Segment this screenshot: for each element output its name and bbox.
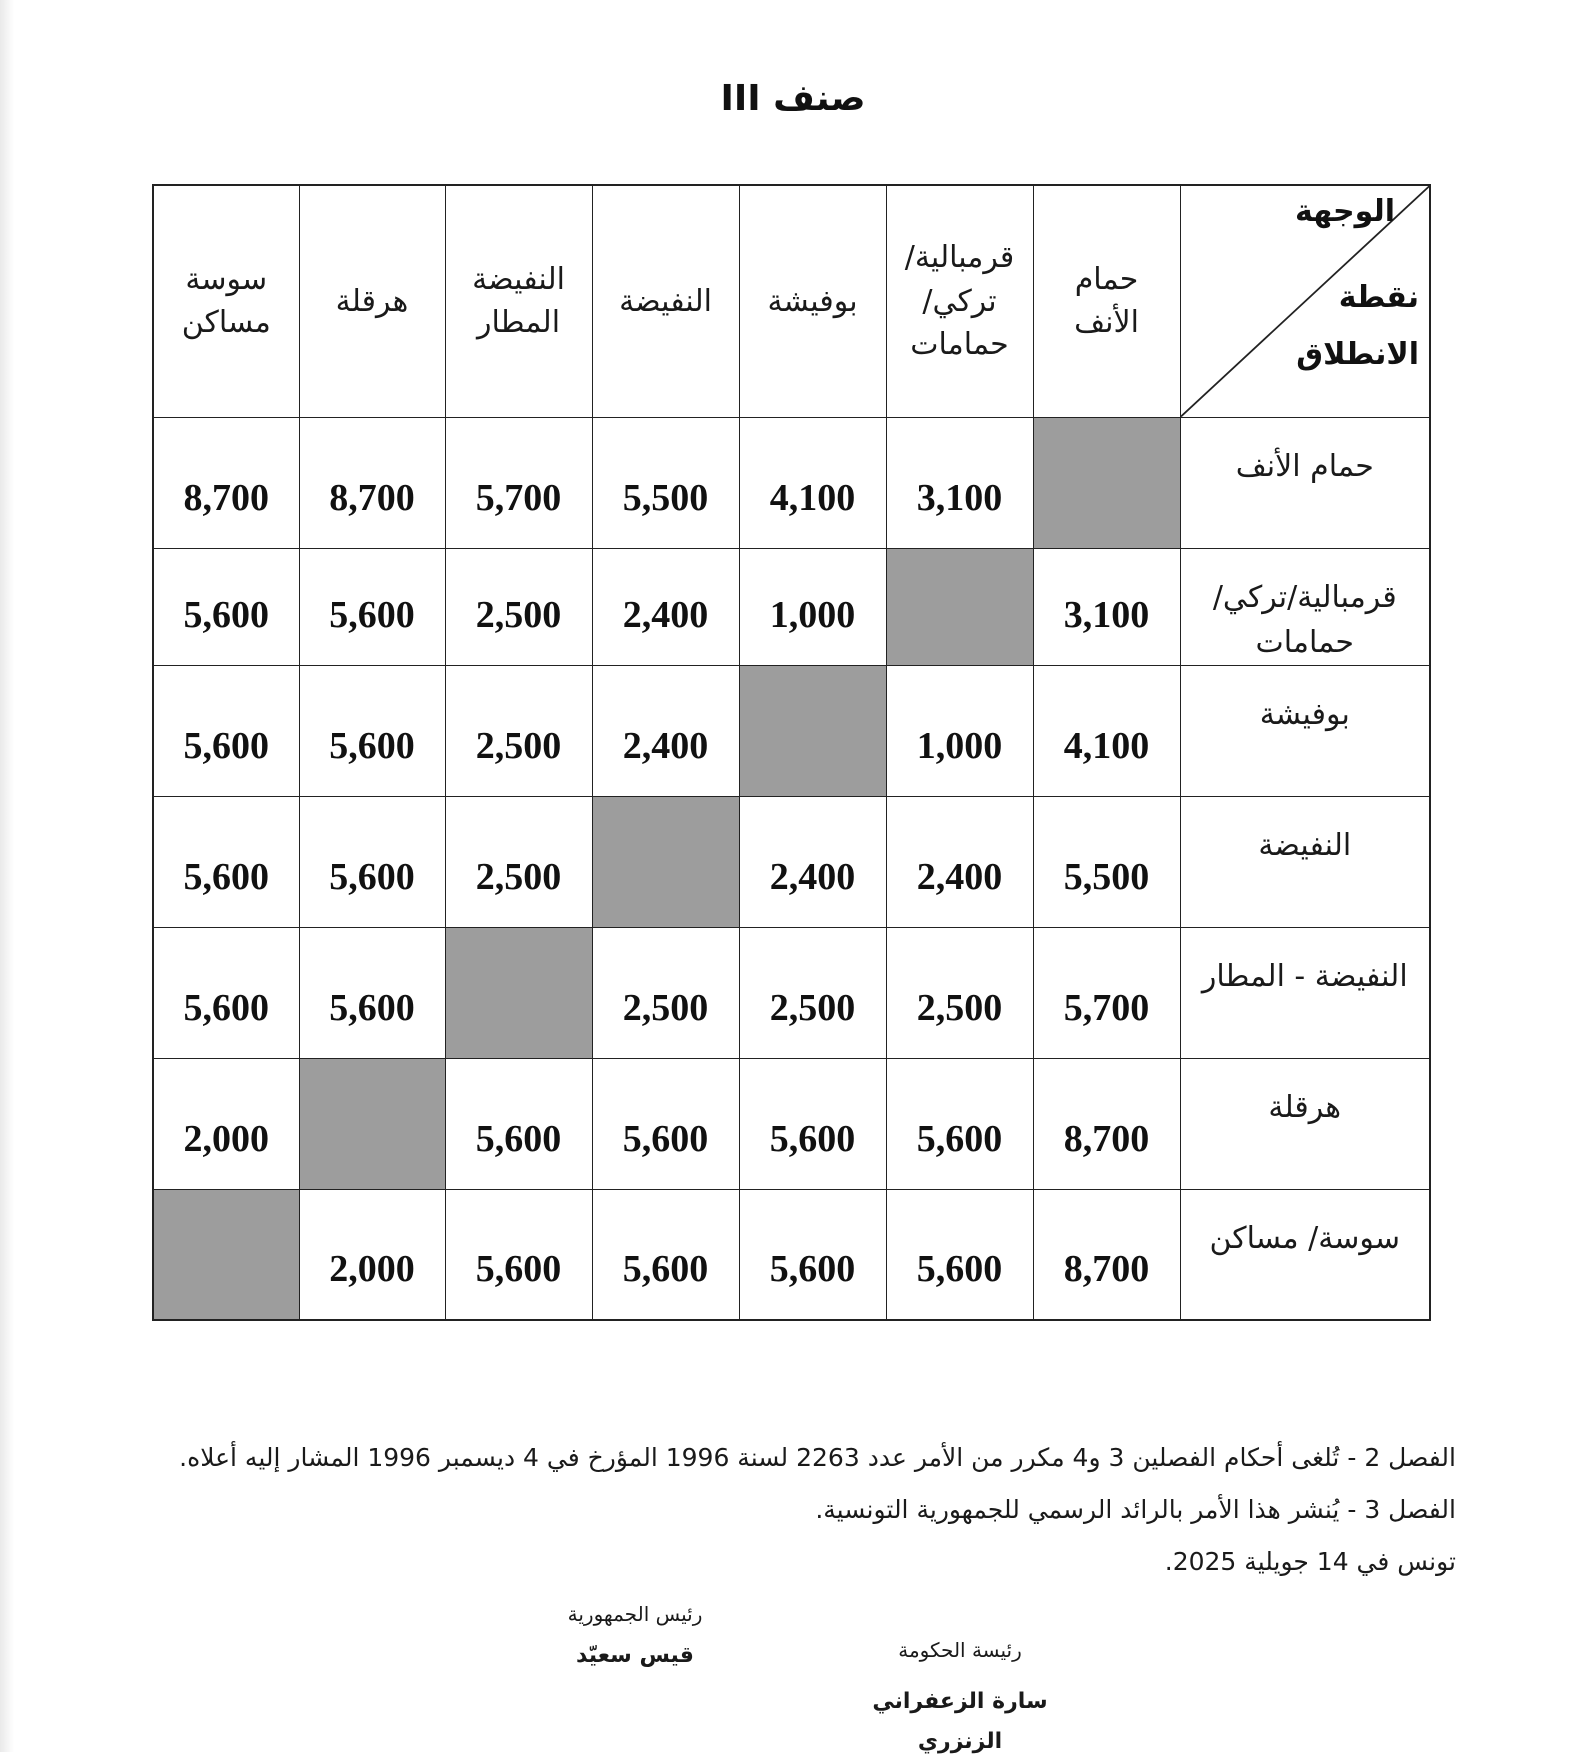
president-title: رئيس الجمهورية bbox=[567, 1602, 703, 1626]
column-header: سوسة مساكن bbox=[153, 185, 299, 417]
fare-cell: 8,700 bbox=[299, 417, 445, 548]
fare-cell: 1,000 bbox=[886, 665, 1033, 796]
blank-diagonal-cell bbox=[153, 1189, 299, 1320]
table-row bbox=[153, 1058, 1430, 1189]
fare-cell: 8,700 bbox=[1033, 1058, 1180, 1189]
fare-cell: 8,700 bbox=[153, 417, 299, 548]
fare-cell: 5,500 bbox=[1033, 796, 1180, 927]
fare-cell: 5,600 bbox=[153, 548, 299, 665]
head-of-government-name: سارة الزعفراني الزنزري bbox=[872, 1689, 1048, 1754]
fare-cell: 2,000 bbox=[299, 1189, 445, 1320]
column-header: حمام الأنف bbox=[1033, 185, 1180, 417]
table-row bbox=[153, 548, 1430, 665]
blank-diagonal-cell bbox=[739, 665, 886, 796]
row-header: هرقلة bbox=[1180, 1058, 1430, 1189]
fare-cell: 2,000 bbox=[153, 1058, 299, 1189]
fare-cell: 5,700 bbox=[1033, 927, 1180, 1058]
fare-cell: 2,400 bbox=[592, 665, 739, 796]
articles-block bbox=[136, 1432, 1456, 1588]
fare-cell: 5,600 bbox=[592, 1189, 739, 1320]
president-signature-block bbox=[540, 1592, 730, 1676]
fare-cell: 2,400 bbox=[886, 796, 1033, 927]
president-name: قيس سعيّد bbox=[576, 1643, 694, 1668]
fare-cell: 8,700 bbox=[1033, 1189, 1180, 1320]
table-corner-cell bbox=[1180, 185, 1430, 417]
fare-cell: 5,600 bbox=[153, 665, 299, 796]
row-header: سوسة/ مساكن bbox=[1180, 1189, 1430, 1320]
fare-cell: 1,000 bbox=[739, 548, 886, 665]
fare-cell: 2,500 bbox=[886, 927, 1033, 1058]
origin-label: نقطة الانطلاق bbox=[1296, 279, 1419, 372]
fare-cell: 5,700 bbox=[445, 417, 592, 548]
fare-cell: 3,100 bbox=[886, 417, 1033, 548]
fare-cell: 5,600 bbox=[445, 1058, 592, 1189]
table-row bbox=[153, 665, 1430, 796]
table-row bbox=[153, 1189, 1430, 1320]
table-row bbox=[153, 796, 1430, 927]
fare-cell: 2,400 bbox=[592, 548, 739, 665]
column-header: هرقلة bbox=[299, 185, 445, 417]
fare-cell: 5,600 bbox=[739, 1058, 886, 1189]
article-3-text: الفصل 3 - يُنشر هذا الأمر بالرائد الرسمي للجمهورية التونسية. bbox=[815, 1495, 1456, 1524]
fare-cell: 5,600 bbox=[153, 927, 299, 1058]
fare-cell: 2,500 bbox=[592, 927, 739, 1058]
fare-table bbox=[152, 184, 1431, 1321]
fare-cell: 5,600 bbox=[299, 927, 445, 1058]
fare-cell: 2,500 bbox=[445, 796, 592, 927]
fare-cell: 4,100 bbox=[1033, 665, 1180, 796]
fare-cell: 5,500 bbox=[592, 417, 739, 548]
fare-cell: 5,600 bbox=[445, 1189, 592, 1320]
fare-cell: 5,600 bbox=[153, 796, 299, 927]
row-header: النفيضة bbox=[1180, 796, 1430, 927]
column-header: النفيضة bbox=[592, 185, 739, 417]
fare-cell: 2,500 bbox=[445, 665, 592, 796]
blank-diagonal-cell bbox=[1033, 417, 1180, 548]
head-of-government-signature-block bbox=[830, 1628, 1090, 1754]
fare-cell: 4,100 bbox=[739, 417, 886, 548]
table-row bbox=[153, 927, 1430, 1058]
column-header: بوفيشة bbox=[739, 185, 886, 417]
blank-diagonal-cell bbox=[592, 796, 739, 927]
fare-cell: 5,600 bbox=[299, 665, 445, 796]
column-header: قرمبالية/ تركي/ حمامات bbox=[886, 185, 1033, 417]
fare-cell: 3,100 bbox=[1033, 548, 1180, 665]
fare-cell: 5,600 bbox=[886, 1189, 1033, 1320]
fare-cell: 5,600 bbox=[299, 796, 445, 927]
head-of-government-title: رئيسة الحكومة bbox=[898, 1638, 1022, 1662]
fare-cell: 5,600 bbox=[739, 1189, 886, 1320]
fare-cell: 2,400 bbox=[739, 796, 886, 927]
fare-cell: 5,600 bbox=[886, 1058, 1033, 1189]
row-header: حمام الأنف bbox=[1180, 417, 1430, 548]
blank-diagonal-cell bbox=[445, 927, 592, 1058]
page-title: صنف III bbox=[720, 78, 866, 119]
table-header-row bbox=[153, 185, 1430, 417]
destination-label: الوجهة bbox=[1295, 194, 1395, 229]
fare-cell: 5,600 bbox=[299, 548, 445, 665]
table-body bbox=[153, 417, 1430, 1320]
blank-diagonal-cell bbox=[886, 548, 1033, 665]
fare-cell: 2,500 bbox=[739, 927, 886, 1058]
row-header: النفيضة - المطار bbox=[1180, 927, 1430, 1058]
fare-cell: 5,600 bbox=[592, 1058, 739, 1189]
fare-cell: 2,500 bbox=[445, 548, 592, 665]
row-header: قرمبالية/تركي/ حمامات bbox=[1180, 548, 1430, 665]
table-row bbox=[153, 417, 1430, 548]
row-header: بوفيشة bbox=[1180, 665, 1430, 796]
page-edge-shadow bbox=[0, 0, 14, 1752]
column-header: النفيضة المطار bbox=[445, 185, 592, 417]
article-2-text: الفصل 2 - تُلغى أحكام الفصلين 3 و4 مكرر من الأمر عدد 2263 لسنة 1996 المؤرخ في 4 ديسمبر 1996 المشار إليه أعلاه. bbox=[179, 1443, 1456, 1472]
blank-diagonal-cell bbox=[299, 1058, 445, 1189]
place-date-line: تونس في 14 جويلية 2025. bbox=[1164, 1547, 1456, 1576]
